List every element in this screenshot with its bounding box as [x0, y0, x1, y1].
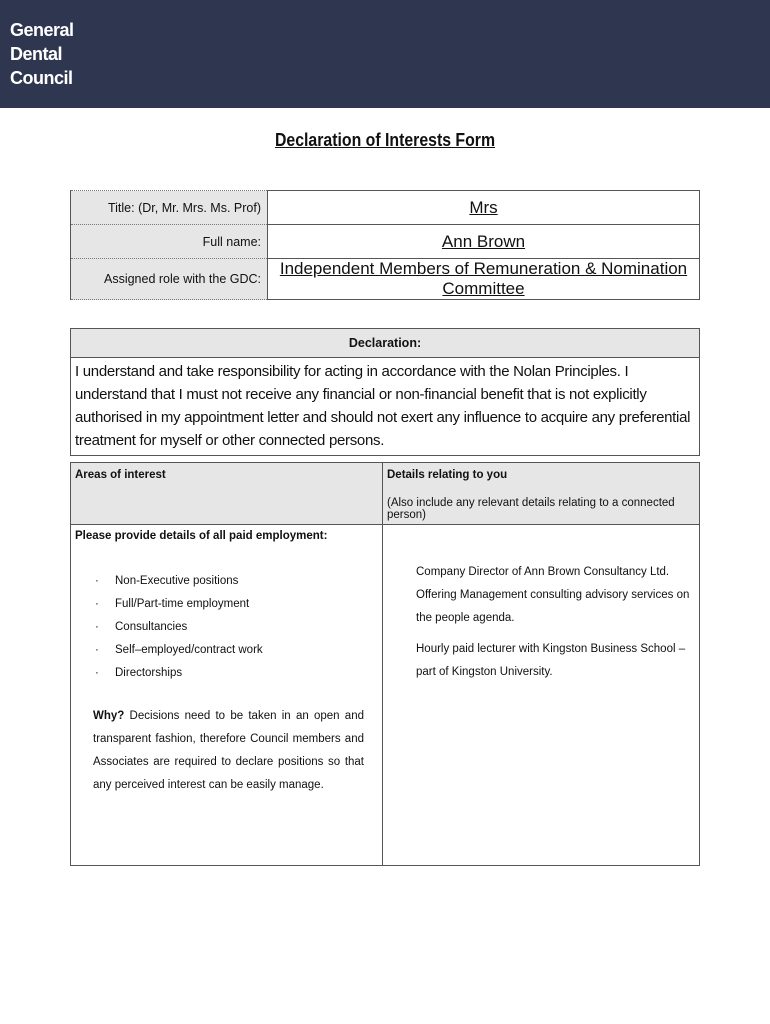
- details-header-title: Details relating to you: [387, 469, 508, 481]
- table-row: [71, 191, 700, 225]
- list-item: [95, 616, 378, 639]
- employment-list: [95, 570, 378, 685]
- why-text: Decisions need to be taken in an open and transparent fashion, therefore Council members and Associates are required to declare positions so that any perceived interest can be easily manage.: [93, 710, 364, 791]
- bullet-icon: ·: [95, 667, 99, 679]
- why-label: Why?: [93, 710, 125, 722]
- full-name-label: Full name:: [71, 225, 268, 259]
- table-row: [71, 225, 700, 259]
- details-header: [383, 463, 699, 525]
- header-banner: [0, 0, 770, 108]
- list-item-label: Self–employed/contract work: [115, 644, 263, 656]
- list-item: [95, 570, 378, 593]
- title-label: Title: (Dr, Mr. Mrs. Ms. Prof): [71, 191, 268, 225]
- declaration-box: [70, 328, 700, 456]
- detail-entry: Company Director of Ann Brown Consultancy Ltd. Offering Management consulting advisory services on the people agenda.: [416, 566, 690, 624]
- list-item-label: Full/Part-time employment: [115, 598, 250, 610]
- details-body[interactable]: [416, 561, 701, 692]
- detail-entry: Hourly paid lecturer with Kingston Business School – part of Kingston University.: [416, 643, 686, 678]
- list-item-label: Directorships: [115, 667, 183, 679]
- role-value[interactable]: Independent Members of Remuneration & Nomination Committee: [268, 259, 700, 300]
- interests-table: [70, 462, 700, 866]
- bullet-icon: ·: [95, 575, 99, 587]
- logo-line: Council: [10, 68, 73, 88]
- full-name-value[interactable]: Ann Brown: [268, 225, 700, 259]
- title-value[interactable]: Mrs: [268, 191, 700, 225]
- personal-info-table: [70, 190, 700, 300]
- areas-header: Areas of interest: [71, 463, 382, 525]
- logo-line: Dental: [10, 44, 63, 64]
- employment-question: Please provide details of all paid employment:: [75, 530, 328, 542]
- bullet-icon: ·: [95, 644, 99, 656]
- form-title: Declaration of Interests Form: [274, 130, 496, 150]
- role-label: Assigned role with the GDC:: [71, 259, 268, 300]
- bullet-icon: ·: [95, 621, 99, 633]
- list-item: [95, 639, 378, 662]
- declaration-heading: Declaration:: [71, 329, 699, 358]
- areas-body: [71, 526, 382, 801]
- list-item: [95, 662, 378, 685]
- why-explanation: [93, 705, 364, 797]
- list-item-label: Consultancies: [115, 621, 188, 633]
- list-item: [95, 593, 378, 616]
- declaration-text: I understand and take responsibility for acting in accordance with the Nolan Principles. I understand that I must not receive any financial or non-financial benefit that is not explicitly authorised in my appointment letter and should not exert any influence to acquire any preferential treatment for myself or other connected persons.: [75, 363, 691, 449]
- list-item-label: Non-Executive positions: [115, 575, 239, 587]
- logo-line: General: [10, 20, 74, 40]
- bullet-icon: ·: [95, 598, 99, 610]
- details-header-subtitle: (Also include any relevant details relating to a connected person): [387, 497, 675, 521]
- gdc-logo: [10, 18, 74, 90]
- table-row: [71, 259, 700, 300]
